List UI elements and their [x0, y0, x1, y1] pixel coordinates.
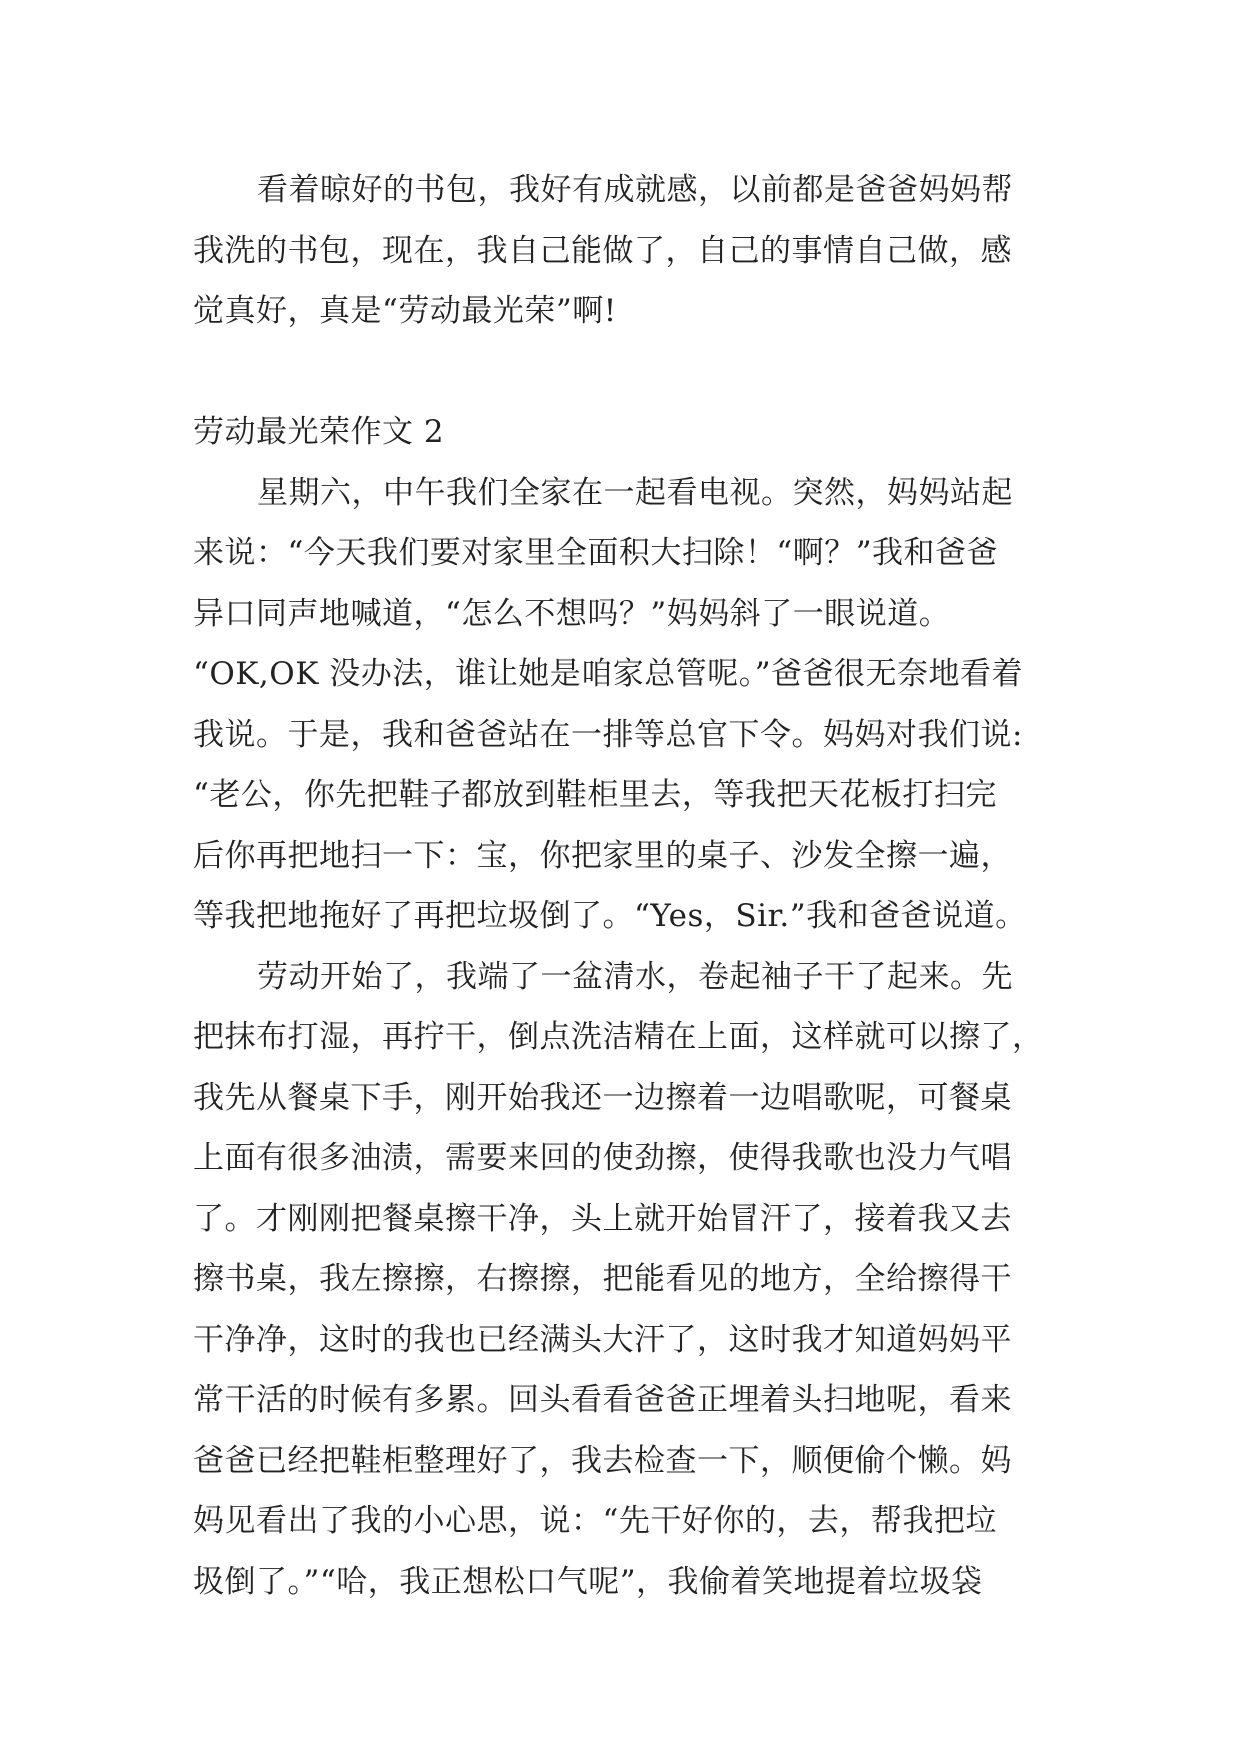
paragraph-2-line-6: 擦书桌，我左擦擦，右擦擦，把能看见的地方，全给擦得干 — [193, 1261, 1012, 1297]
paragraph-2-line-1: 劳动开始了，我端了一盆清水，卷起袖子干了起来。先 — [257, 958, 1013, 995]
paragraph-1-line-2: 来说：“今天我们要对家里全面积大扫除！“啊？”我和爸爸 — [193, 535, 999, 571]
paragraph-1-line-7: 后你再把地扫一下：宝，你把家里的桌子、沙发全擦一遍， — [193, 837, 1012, 874]
paragraph-2-line-9: 爸爸已经把鞋柜整理好了，我去检查一下，顺便偷个懒。妈 — [193, 1442, 1012, 1479]
paragraph-2-line-7: 干净净，这时的我也已经满头大汗了，这时我才知道妈妈平 — [193, 1321, 1012, 1358]
paragraph-2-line-4: 上面有很多油渍，需要来回的使劲擦，使得我歌也没力气唱 — [193, 1140, 1012, 1176]
paragraph-2-line-3: 我先从餐桌下手，刚开始我还一边擦着一边唱歌呢，可餐桌 — [193, 1079, 1012, 1116]
paragraph-1-line-6: “老公，你先把鞋子都放到鞋柜里去，等我把天花板打扫完 — [193, 777, 997, 813]
paragraph-2-line-11: 圾倒了。”“哈，我正想松口气呢”，我偷着笑地提着垃圾袋 — [193, 1563, 983, 1600]
paragraph-2-line-2: 把抹布打湿，再拧干，倒点洗洁精在上面，这样就可以擦了， — [193, 1019, 1044, 1055]
intro-line-3: 觉真好，真是“劳动最光荣”啊! — [193, 293, 617, 329]
paragraph-1-line-4: “OK,OK 没办法，谁让她是咱家总管呢。”爸爸很无奈地看着 — [193, 656, 1024, 692]
paragraph-1-line-5: 我说。于是，我和爸爸站在一排等总官下令。妈妈对我们说: — [193, 716, 1023, 753]
paragraph-2-line-10: 妈见看出了我的小心思，说：“先干好你的，去，帮我把垃 — [193, 1503, 997, 1539]
paragraph-2-line-8: 常干活的时候有多累。回头看看爸爸正埋着头扫地呢，看来 — [193, 1382, 1012, 1418]
essay-body — [193, 160, 1061, 1612]
paragraph-1 — [193, 463, 1061, 947]
paragraph-2-line-5: 了。才刚刚把餐桌擦干净，头上就开始冒汗了，接着我又去 — [193, 1200, 1012, 1237]
paragraph-1-line-3: 异口同声地喊道，“怎么不想吗？”妈妈斜了一眼说道。 — [193, 595, 951, 632]
paragraph-2 — [193, 947, 1061, 1613]
intro-paragraph — [193, 160, 1061, 342]
intro-line-1: 看着晾好的书包，我好有成就感，以前都是爸爸妈妈帮 — [257, 172, 1013, 208]
section-title: 劳动最光荣作文 2 — [193, 414, 445, 450]
paragraph-1-line-1: 星期六，中午我们全家在一起看电视。突然，妈妈站起 — [257, 474, 1013, 511]
paragraph-spacer — [193, 342, 1061, 403]
intro-line-2: 我洗的书包，现在，我自己能做了，自己的事情自己做，感 — [193, 232, 1012, 269]
paragraph-1-line-8: 等我把地拖好了再把垃圾倒了。“Yes，Sir.”我和爸爸说道。 — [193, 898, 1027, 934]
